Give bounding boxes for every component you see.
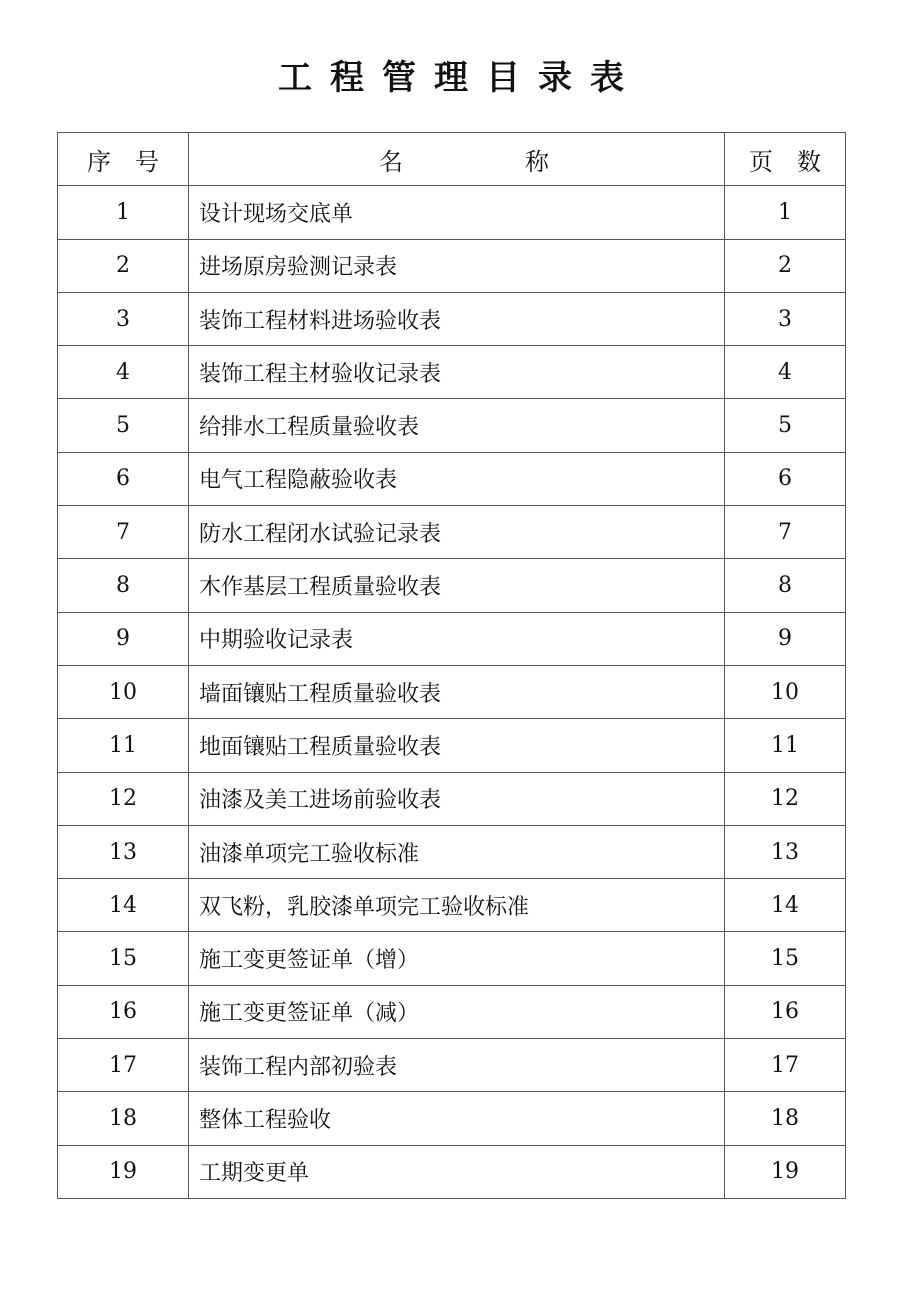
row-index: 9 [58,612,189,665]
row-index: 3 [58,292,189,345]
row-index: 8 [58,559,189,612]
row-name: 双飞粉，乳胶漆单项完工验收标准 [189,879,725,932]
header-name-a: 名 [379,147,403,176]
page-title: 工程管理目录表 [278,58,642,98]
row-name: 地面镶贴工程质量验收表 [189,719,725,772]
row-page: 2 [725,239,846,292]
table-row [58,239,846,292]
row-page: 12 [725,772,846,825]
row-name: 装饰工程材料进场验收表 [189,292,725,345]
table-row [58,612,846,665]
table-row [58,879,846,932]
row-index: 2 [58,239,189,292]
table-row [58,665,846,718]
row-page: 16 [725,985,846,1038]
table-row [58,932,846,985]
row-page: 6 [725,452,846,505]
row-index: 1 [58,186,189,239]
row-name: 墙面镶贴工程质量验收表 [189,665,725,718]
row-page: 15 [725,932,846,985]
row-page: 14 [725,879,846,932]
table-row [58,772,846,825]
row-name: 给排水工程质量验收表 [189,399,725,452]
table-row [58,452,846,505]
row-index: 7 [58,506,189,559]
row-page: 17 [725,1039,846,1092]
table-row [58,346,846,399]
row-index: 14 [58,879,189,932]
row-page: 7 [725,506,846,559]
row-name: 防水工程闭水试验记录表 [189,506,725,559]
table-row [58,186,846,239]
row-name: 油漆单项完工验收标准 [189,825,725,878]
row-index: 11 [58,719,189,772]
row-page: 10 [725,665,846,718]
table-header [58,133,846,186]
table-row [58,985,846,1038]
row-page: 8 [725,559,846,612]
row-name: 油漆及美工进场前验收表 [189,772,725,825]
row-name: 装饰工程主材验收记录表 [189,346,725,399]
row-index: 10 [58,665,189,718]
row-index: 17 [58,1039,189,1092]
table-row [58,559,846,612]
row-page: 1 [725,186,846,239]
header-name-b: 称 [525,147,549,176]
table-row [58,719,846,772]
row-page: 13 [725,825,846,878]
row-index: 15 [58,932,189,985]
row-name: 施工变更签证单（增） [189,932,725,985]
row-name: 施工变更签证单（减） [189,985,725,1038]
row-name: 进场原房验测记录表 [189,239,725,292]
row-name: 电气工程隐蔽验收表 [189,452,725,505]
table-row [58,292,846,345]
row-page: 3 [725,292,846,345]
row-name: 工期变更单 [189,1145,725,1198]
row-index: 12 [58,772,189,825]
header-index: 序 号 [58,133,189,186]
row-index: 6 [58,452,189,505]
row-index: 4 [58,346,189,399]
table-row [58,1092,846,1145]
row-index: 16 [58,985,189,1038]
catalog-table [57,132,846,1199]
table-row [58,1145,846,1198]
table-row [58,506,846,559]
header-pages: 页 数 [725,133,846,186]
row-page: 4 [725,346,846,399]
table-row [58,1039,846,1092]
row-name: 中期验收记录表 [189,612,725,665]
row-index: 13 [58,825,189,878]
header-name [189,133,725,186]
row-index: 19 [58,1145,189,1198]
row-name: 装饰工程内部初验表 [189,1039,725,1092]
table-row [58,399,846,452]
row-name: 木作基层工程质量验收表 [189,559,725,612]
row-page: 19 [725,1145,846,1198]
row-page: 18 [725,1092,846,1145]
row-page: 11 [725,719,846,772]
row-name: 整体工程验收 [189,1092,725,1145]
table-row [58,825,846,878]
row-index: 18 [58,1092,189,1145]
row-index: 5 [58,399,189,452]
row-page: 5 [725,399,846,452]
row-page: 9 [725,612,846,665]
row-name: 设计现场交底单 [189,186,725,239]
